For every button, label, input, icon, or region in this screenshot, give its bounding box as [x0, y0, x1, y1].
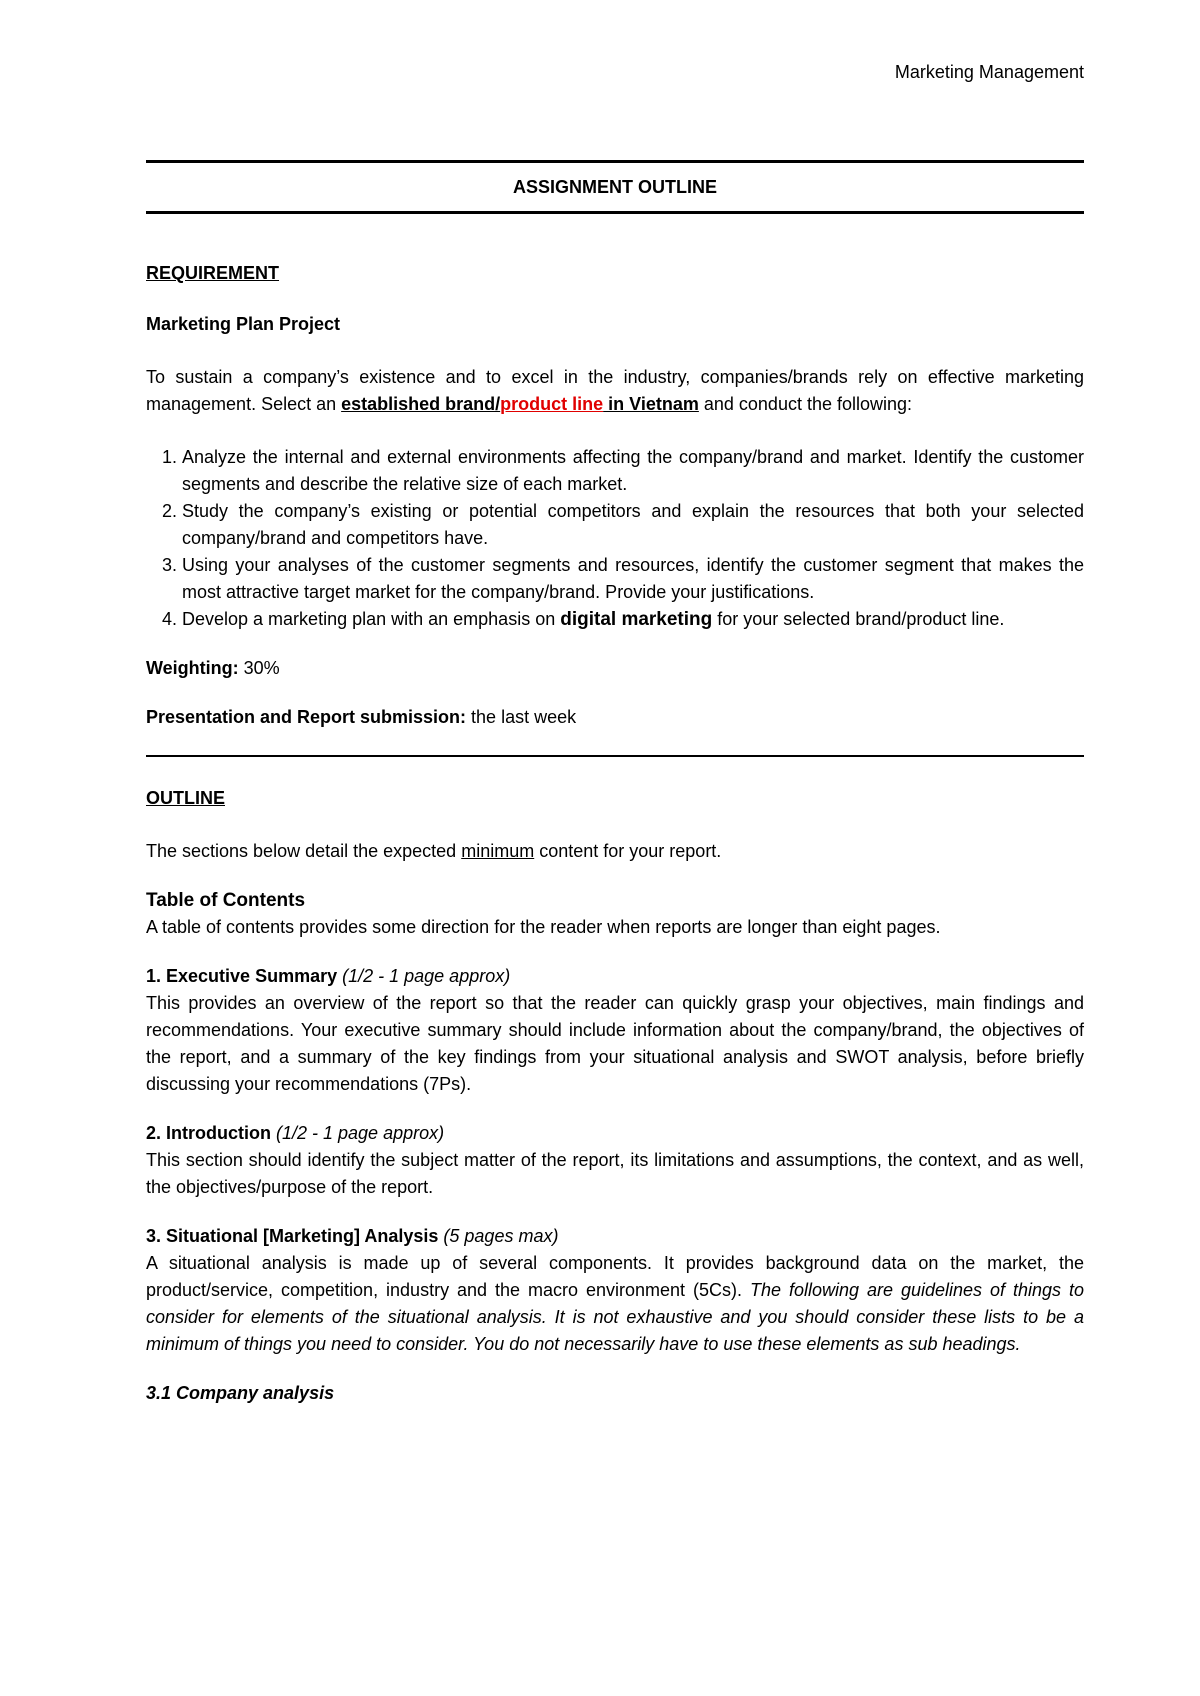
project-title: Marketing Plan Project — [146, 314, 341, 334]
introduction-text: This section should identify the subject matter of the report, its limitations and assumptions, the context, and as well, the objectives/purpose of the report. — [146, 1150, 1084, 1197]
introduction-heading — [146, 1120, 1084, 1147]
situational-text — [146, 1250, 1084, 1358]
introduction-title: 2. Introduction — [146, 1123, 271, 1143]
intro-text-part1: To sustain a company’s existence and to excel in the industry, companies/brands rely on effective marketing management. Select an — [146, 367, 1084, 414]
submission-label: Presentation and Report submission: — [146, 707, 467, 727]
intro-emphasis-brand: established brand/ — [341, 394, 501, 414]
outline-intro — [146, 838, 1084, 865]
list-item: 3. Using your analyses of the customer segments and resources, identify the customer segment that makes the most attractive target market for the company/brand. Provide your justifications. — [182, 552, 1084, 606]
intro-emphasis-product-line: product line — [500, 394, 604, 414]
outline-intro-text: The sections below detail the expected — [146, 841, 462, 861]
requirement-list — [146, 444, 1084, 633]
situational-text-regular: A situational analysis is made up of several components. It provides background data on the market, the product/service, competition, industry and the macro environment (5Cs). — [146, 1253, 1084, 1300]
exec-summary-title: 1. Executive Summary — [146, 966, 338, 986]
list-item-text: for your selected brand/product line. — [712, 609, 1005, 629]
list-item: 1. Analyze the internal and external environments affecting the company/brand and market. Identify the customer segments and describe the relative size of each market. — [182, 444, 1084, 498]
toc-heading: Table of Contents — [146, 890, 306, 911]
digital-marketing-emphasis: digital marketing — [560, 609, 713, 630]
section-divider — [146, 755, 1084, 757]
submission-line — [146, 704, 1084, 731]
situational-heading — [146, 1223, 1084, 1250]
company-analysis-heading: 3.1 Company analysis — [146, 1383, 335, 1403]
weighting-value: 30% — [238, 658, 280, 678]
document-body — [146, 160, 1084, 1407]
exec-summary-heading — [146, 963, 1084, 990]
minimum-underlined: minimum — [461, 841, 535, 861]
requirement-heading: REQUIREMENT — [146, 263, 280, 283]
outline-intro-text-end: content for your report. — [534, 841, 722, 861]
submission-value: the last week — [466, 707, 577, 727]
intro-emphasis-vietnam: in Vietnam — [603, 394, 699, 414]
list-item — [182, 606, 1084, 633]
weighting-label: Weighting: — [146, 658, 239, 678]
situational-title: 3. Situational [Marketing] Analysis — [146, 1226, 439, 1246]
weighting-line — [146, 655, 1084, 682]
list-item: 2. Study the company’s existing or potential competitors and explain the resources that both your selected company/brand and competitors have. — [182, 498, 1084, 552]
introduction-note: (1/2 - 1 page approx) — [271, 1123, 445, 1143]
intro-text-part2: and conduct the following: — [698, 394, 913, 414]
situational-text-italic: The following are guidelines of things to consider for elements of the situational analysis. It is not exhaustive and you should consider these lists to be a minimum of things you need to consider. You do not necessarily have to use these elements as sub headings. — [146, 1280, 1084, 1354]
list-item-text: Develop a marketing plan with an emphasis on — [182, 609, 561, 629]
requirement-intro — [146, 364, 1084, 418]
exec-summary-text: This provides an overview of the report so that the reader can quickly grasp your objectives, main findings and recommendations. Your executive summary should include information about the company/brand, the objectives of the report, and a summary of the key findings from your situational analysis and SWOT analysis, before briefly discussing your recommendations (7Ps). — [146, 993, 1084, 1094]
outline-heading: OUTLINE — [146, 788, 225, 808]
title-bottom-rule — [146, 211, 1084, 214]
running-header: Marketing Management — [894, 62, 1084, 82]
toc-text: A table of contents provides some direction for the reader when reports are longer than eight pages. — [146, 917, 941, 937]
document-title: ASSIGNMENT OUTLINE — [512, 177, 717, 197]
exec-summary-note: (1/2 - 1 page approx) — [337, 966, 511, 986]
situational-note: (5 pages max) — [438, 1226, 559, 1246]
